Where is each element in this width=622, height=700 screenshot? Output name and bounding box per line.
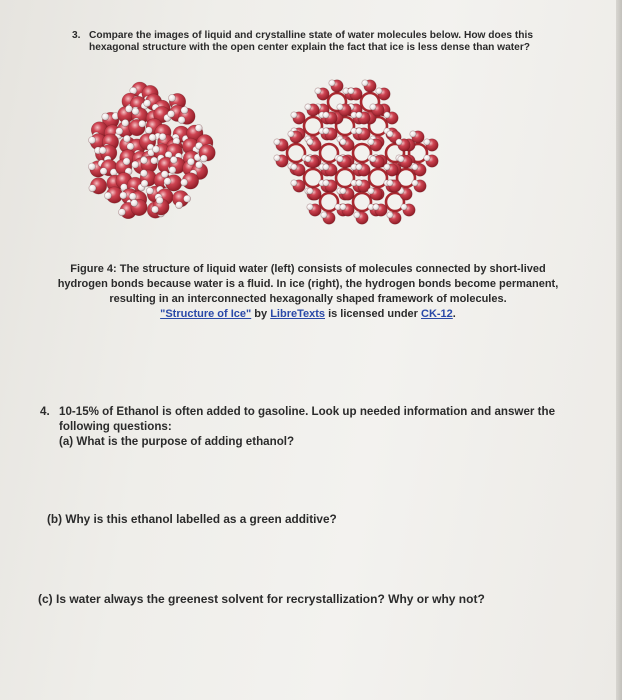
hydrogen-atom <box>354 212 360 218</box>
hydrogen-atom <box>140 170 147 177</box>
liquid-water-image <box>88 82 215 219</box>
hydrogen-atom <box>340 188 346 194</box>
hydrogen-atom <box>356 180 362 186</box>
hydrogen-atom <box>169 166 176 173</box>
hydrogen-atom <box>329 80 335 86</box>
caption-attribution <box>38 307 578 322</box>
hydrogen-atom <box>274 139 280 145</box>
hydrogen-atom <box>151 206 158 213</box>
hydrogen-atom <box>291 164 297 170</box>
hydrogen-atom <box>176 201 183 208</box>
question-4-part-b: (b) Why is this ethanol labelled as a green additive? <box>47 512 337 526</box>
hydrogen-atom <box>387 131 393 137</box>
question-4-line-2: following questions: <box>59 420 172 433</box>
hydrogen-atom <box>323 164 329 170</box>
hydrogen-atom <box>274 155 280 161</box>
hydrogen-atom <box>145 127 152 134</box>
caption-license-text: is licensed under <box>325 308 421 320</box>
hydrogen-atom <box>424 155 430 161</box>
hydrogen-atom <box>127 143 134 150</box>
hydrogen-atom <box>125 105 132 112</box>
hydrogen-atom <box>156 197 163 204</box>
hydrogen-atom <box>412 164 418 170</box>
hydrogen-atom <box>120 192 127 199</box>
hydrogen-atom <box>200 155 207 162</box>
hydrogen-atom <box>340 139 346 145</box>
hydrogen-atom <box>149 134 156 141</box>
hydrogen-atom <box>168 94 175 101</box>
question-4-part-c: (c) Is water always the greenest solvent for recrystallization? Why or why not? <box>38 592 485 606</box>
hydrogen-atom <box>373 204 379 210</box>
hydrogen-atom <box>116 128 123 135</box>
hydrogen-atom <box>104 192 111 199</box>
question-4-line-1: 10-15% of Ethanol is often added to gasoline. Look up needed information and answer the <box>59 405 556 418</box>
hydrogen-atom <box>89 185 96 192</box>
hydrogen-atom <box>321 212 327 218</box>
ck12-link[interactable]: CK-12 <box>421 308 453 320</box>
hydrogen-atom <box>356 128 362 134</box>
structure-of-ice-link[interactable]: "Structure of Ice" <box>160 308 252 320</box>
hydrogen-atom <box>323 180 329 186</box>
hydrogen-atom <box>401 204 407 210</box>
hydrogen-atom <box>195 161 202 168</box>
hydrogen-atom <box>424 139 430 145</box>
caption-line-2: hydrogen bonds because water is a fluid. In ice (right), the hydrogen bonds become permanent, <box>57 278 559 290</box>
hydrogen-atom <box>337 156 343 162</box>
hydrogen-atom <box>123 135 130 142</box>
hydrogen-atom <box>370 156 376 162</box>
hydrogen-atom <box>387 212 393 218</box>
hydrogen-atom <box>368 188 374 194</box>
hydrogen-atom <box>118 209 125 216</box>
hydrogen-atom <box>129 193 136 200</box>
caption-by-text: by <box>251 308 271 320</box>
hydrogen-atom <box>362 80 368 86</box>
libretexts-link[interactable]: LibreTexts <box>270 308 326 320</box>
hydrogen-atom <box>307 204 313 210</box>
hydrogen-atom <box>195 124 202 131</box>
hydrogen-atom <box>315 88 321 94</box>
question-4-part-a: (a) What is the purpose of adding ethanol? <box>59 435 295 448</box>
hydrogen-atom <box>88 163 95 170</box>
hydrogen-atom <box>183 195 190 202</box>
hydrogen-atom <box>305 156 311 162</box>
hydrogen-atom <box>132 108 139 115</box>
question-4-number: 4. <box>40 405 50 418</box>
hydrogen-atom <box>167 110 174 117</box>
hydrogen-atom <box>291 180 297 186</box>
hydrogen-atom <box>368 139 374 145</box>
hydrogen-atom <box>151 157 158 164</box>
hydrogen-atom <box>123 158 130 165</box>
hydrogen-atom <box>356 164 362 170</box>
hydrogen-atom <box>152 146 159 153</box>
hydrogen-atom <box>141 180 148 187</box>
hydrogen-atom <box>88 137 95 144</box>
caption-line-1: Figure 4: The structure of liquid water (left) consists of molecules connected by short-lived <box>70 263 546 275</box>
hydrogen-atom <box>340 204 346 210</box>
hydrogen-atom <box>139 120 146 127</box>
hydrogen-atom <box>348 88 354 94</box>
hydrogen-atom <box>170 156 177 163</box>
hydrogen-atom <box>370 104 376 110</box>
hydrogen-atom <box>181 107 188 114</box>
hydrogen-atom <box>122 119 129 126</box>
hydrogen-atom <box>412 180 418 186</box>
caption-period: . <box>452 308 456 320</box>
hydrogen-atom <box>323 128 329 134</box>
hydrogen-atom <box>164 178 171 185</box>
hydrogen-atom <box>146 187 153 194</box>
hydrogen-atom <box>144 100 151 107</box>
ice-crystal-image <box>274 80 438 224</box>
hydrogen-atom <box>132 161 139 168</box>
question-3-number: 3. <box>72 30 81 41</box>
hydrogen-atom <box>384 112 390 118</box>
figure-caption <box>38 262 578 322</box>
hydrogen-atom <box>410 131 416 137</box>
caption-line-3: resulting in an interconnected hexagonally shaped framework of molecules. <box>109 293 507 305</box>
hydrogen-atom <box>396 139 402 145</box>
hydrogen-atom <box>178 116 185 123</box>
question-4 <box>40 404 600 449</box>
hydrogen-atom <box>161 171 168 178</box>
hydrogen-atom <box>337 104 343 110</box>
hydrogen-atom <box>356 112 362 118</box>
question-3-line-2: hexagonal structure with the open center explain the fact that ice is less dense than water? <box>89 42 531 53</box>
hydrogen-atom <box>323 112 329 118</box>
hydrogen-atom <box>140 157 147 164</box>
hydrogen-atom <box>307 188 313 194</box>
hydrogen-atom <box>100 168 107 175</box>
hydrogen-atom <box>159 133 166 140</box>
question-3-line-1: Compare the images of liquid and crystalline state of water molecules below. How does this <box>89 30 534 41</box>
hydrogen-atom <box>181 179 188 186</box>
hydrogen-atom <box>291 112 297 118</box>
hydrogen-atom <box>288 131 294 137</box>
hydrogen-atom <box>305 104 311 110</box>
water-structure-figure <box>0 0 622 250</box>
hydrogen-atom <box>387 180 393 186</box>
hydrogen-atom <box>131 199 138 206</box>
hydrogen-atom <box>384 164 390 170</box>
hydrogen-atom <box>102 113 109 120</box>
hydrogen-atom <box>187 158 194 165</box>
hydrogen-atom <box>398 156 404 162</box>
hydrogen-atom <box>99 147 106 154</box>
hydrogen-atom <box>307 139 313 145</box>
hydrogen-atom <box>376 88 382 94</box>
